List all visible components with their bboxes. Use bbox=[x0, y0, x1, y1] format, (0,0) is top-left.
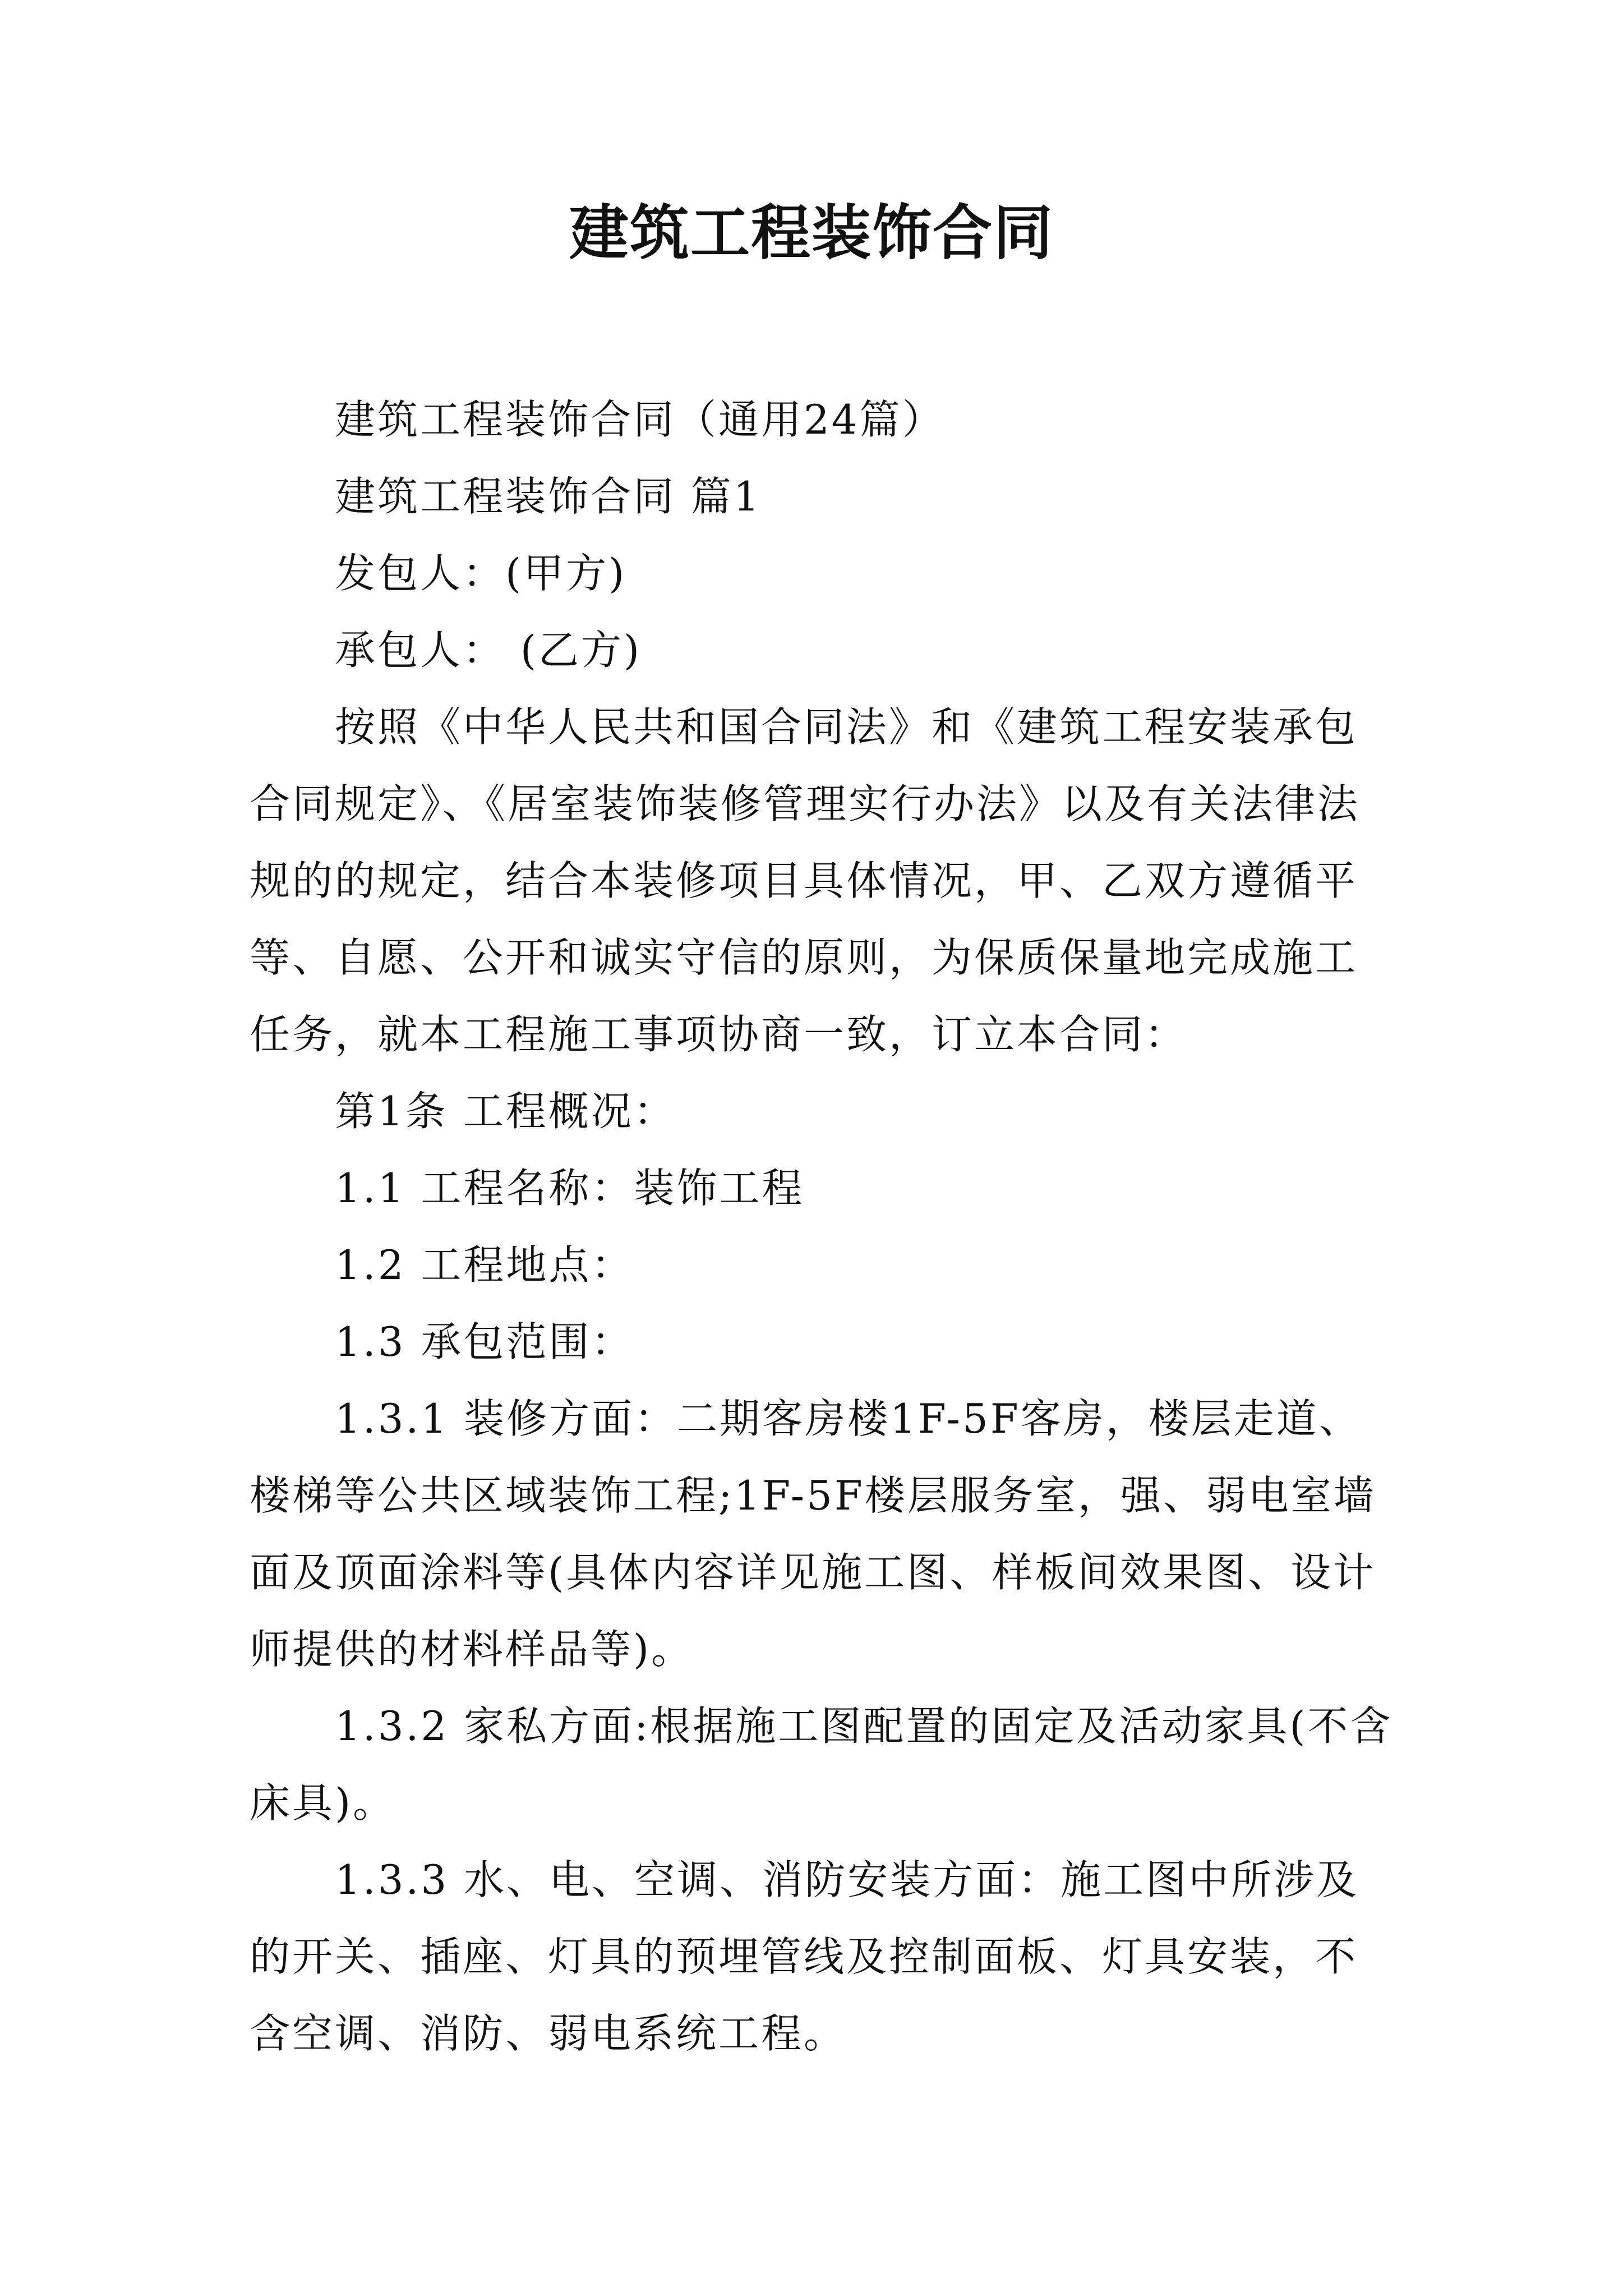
party-a-line: 发包人：(甲方) bbox=[335, 550, 627, 597]
clause-1-heading: 第1条 工程概况： bbox=[335, 1088, 676, 1135]
clause-1-3: 1.3 承包范围： bbox=[335, 1318, 634, 1365]
clause-1-3-1: 1.3.1 装修方面：二期客房楼1F-5F客房，楼层走道、楼梯等公共区域装饰工程;1F-5F楼层服务室，强、弱电室墙面及顶面涂料等(具体内容详见施工图、样板间效果图、设计师提供的材料样品等)。 bbox=[250, 1395, 1376, 1673]
clause-1-3-3: 1.3.3 水、电、空调、消防安装方面：施工图中所涉及的开关、插座、灯具的预埋管线及控制面板、灯具安装，不含空调、消防、弱电系统工程。 bbox=[250, 1856, 1359, 2057]
collection-title: 建筑工程装饰合同（通用24篇） bbox=[335, 396, 945, 443]
clause-1-1: 1.1 工程名称：装饰工程 bbox=[335, 1165, 805, 1212]
document-title: 建筑工程装饰合同 bbox=[569, 197, 1054, 268]
clause-1-3-2: 1.3.2 家私方面:根据施工图配置的固定及活动家具(不含床具)。 bbox=[250, 1703, 1393, 1826]
article-heading: 建筑工程装饰合同 篇1 bbox=[335, 473, 762, 520]
document-body bbox=[250, 381, 1394, 2072]
clause-1-2: 1.2 工程地点： bbox=[335, 1241, 634, 1289]
party-b-line: 承包人： (乙方) bbox=[335, 627, 642, 674]
preamble-paragraph: 按照《中华人民共和国合同法》和《建筑工程安装承包合同规定》、《居室装饰装修管理实行办法》以及有关法律法规的的规定，结合本装修项目具体情况，甲、乙双方遵循平等、自愿、公开和诚实守信的原则，为保质保量地完成施工任务，就本工程施工事项协商一致，订立本合同： bbox=[250, 703, 1361, 1058]
